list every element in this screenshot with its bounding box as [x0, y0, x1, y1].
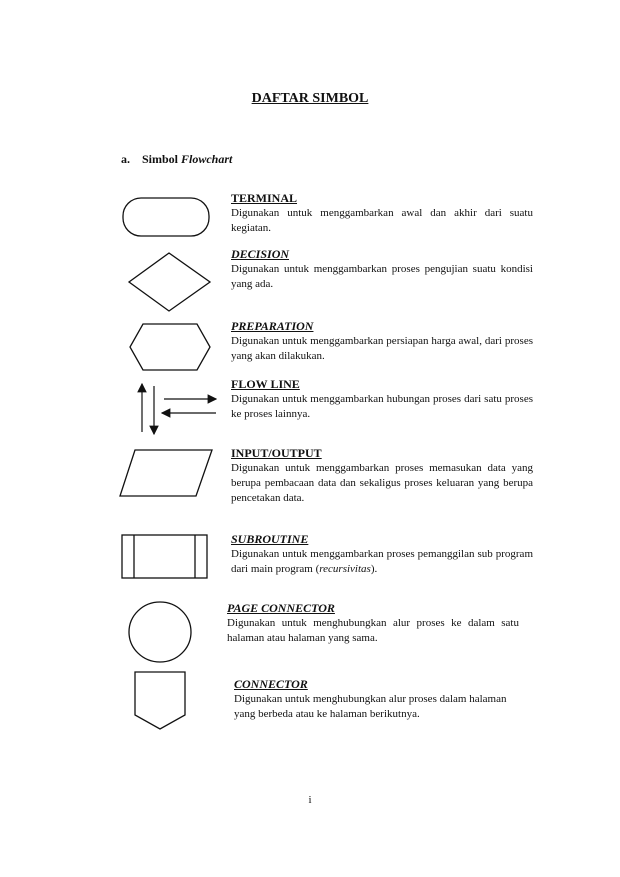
- section-number: a.: [121, 152, 130, 166]
- symbol-name: INPUT/OUTPUT: [231, 446, 322, 460]
- connector-symbol-icon: [133, 670, 189, 732]
- section-heading: [121, 152, 232, 167]
- section-label-italic: Flowchart: [181, 152, 233, 166]
- page-title: DAFTAR SIMBOL: [251, 91, 369, 106]
- symbol-entry-connector: [234, 677, 509, 722]
- symbol-name: CONNECTOR: [234, 677, 308, 691]
- subroutine-symbol-icon: [120, 533, 210, 581]
- symbol-entry-terminal: [231, 191, 533, 236]
- symbol-entry-subroutine: [231, 532, 533, 577]
- symbol-description: Digunakan untuk menghubungkan alur proses ke dalam satu halaman atau halaman yang sama.: [227, 617, 519, 644]
- symbol-entry-input-output: [231, 446, 533, 506]
- input-output-symbol-icon: [118, 448, 216, 498]
- symbol-description: Digunakan untuk menghubungkan alur proses dalam halaman yang berbeda atau ke halaman berikutnya.: [234, 693, 507, 720]
- decision-symbol-icon: [126, 250, 216, 314]
- symbol-description: Digunakan untuk menggambarkan proses pengujian suatu kondisi yang ada.: [231, 263, 533, 290]
- symbol-name: PREPARATION: [231, 319, 314, 333]
- preparation-symbol-icon: [128, 321, 216, 373]
- symbol-description: Digunakan untuk menggambarkan persiapan harga awal, dari proses yang akan dilakukan.: [231, 335, 533, 362]
- symbol-description: Digunakan untuk menggambarkan hubungan proses dari satu proses ke proses lainnya.: [231, 393, 533, 420]
- symbol-name: FLOW LINE: [231, 377, 300, 391]
- symbol-description: Digunakan untuk menggambarkan awal dan akhir dari suatu kegiatan.: [231, 207, 533, 234]
- symbol-description: Digunakan untuk menggambarkan proses memasukan data yang berupa pembacaan data dan sekaligus proses keluaran yang berupa pencetakan data.: [231, 462, 533, 504]
- symbol-entry-decision: [231, 247, 533, 292]
- page-connector-symbol-icon: [127, 600, 197, 666]
- section-label: Simbol: [142, 152, 179, 166]
- symbol-entry-flow-line: [231, 377, 533, 422]
- symbol-entry-preparation: [231, 319, 533, 364]
- symbol-name: SUBROUTINE: [231, 532, 309, 546]
- terminal-symbol-icon: [122, 194, 212, 242]
- symbol-name: DECISION: [231, 247, 290, 261]
- symbol-name: TERMINAL: [231, 191, 298, 205]
- symbol-description: Digunakan untuk menggambarkan proses pemanggilan sub program dari main program (recursivitas).: [231, 548, 533, 575]
- symbol-name: PAGE CONNECTOR: [227, 601, 335, 615]
- symbol-entry-page-connector: [227, 601, 519, 646]
- page-number: i: [308, 794, 312, 806]
- flow-line-symbol-icon: [134, 378, 224, 438]
